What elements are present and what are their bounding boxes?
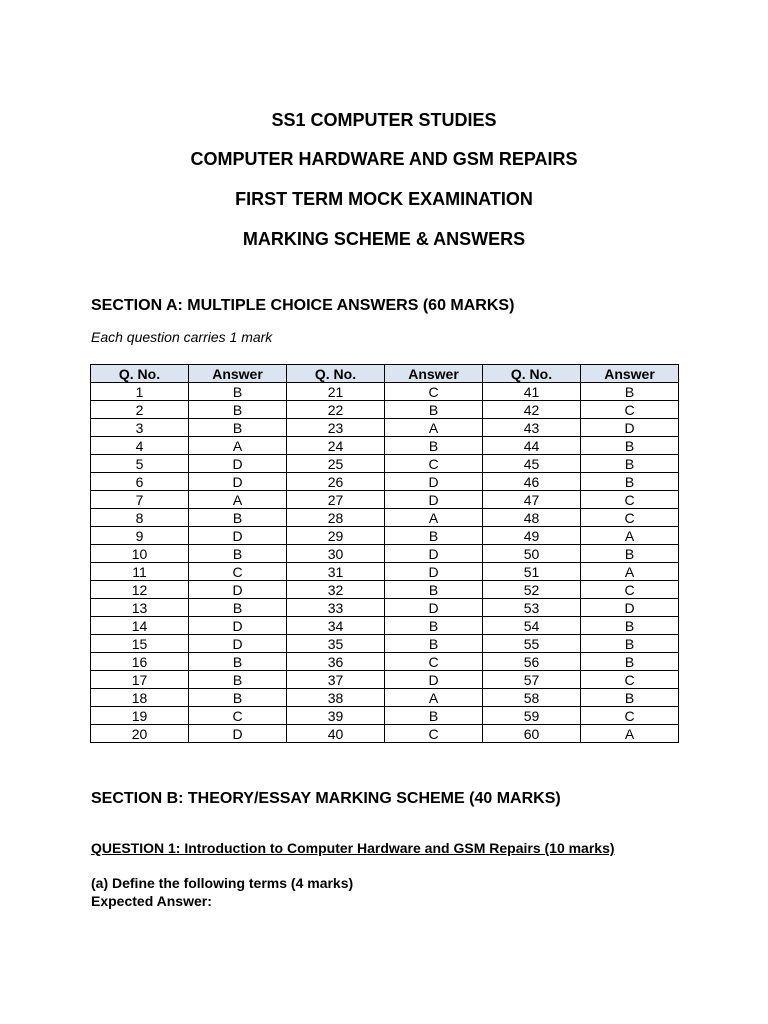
table-row [91, 545, 679, 563]
question-number-cell: 37 [287, 671, 385, 689]
question-number-cell: 57 [483, 671, 581, 689]
table-row [91, 383, 679, 401]
document-title-subject: SS1 COMPUTER STUDIES [271, 110, 497, 130]
question-number-cell: 21 [287, 383, 385, 401]
table-row [91, 455, 679, 473]
answer-cell: A [189, 437, 287, 455]
question-number-cell: 22 [287, 401, 385, 419]
answer-cell: C [581, 671, 679, 689]
answer-cell: B [581, 383, 679, 401]
question-number-cell: 44 [483, 437, 581, 455]
answer-cell: D [581, 419, 679, 437]
question-number-cell: 36 [287, 653, 385, 671]
answer-cell: B [581, 653, 679, 671]
answer-cell: C [581, 707, 679, 725]
answer-cell: B [189, 671, 287, 689]
answer-cell: D [189, 725, 287, 743]
answer-cell: B [385, 707, 483, 725]
table-row [91, 581, 679, 599]
question-number-cell: 3 [91, 419, 189, 437]
table-row [91, 635, 679, 653]
section-a-heading: SECTION A: MULTIPLE CHOICE ANSWERS (60 MARKS) [91, 297, 515, 314]
answer-cell: A [189, 491, 287, 509]
question-number-cell: 6 [91, 473, 189, 491]
answer-cell: D [189, 635, 287, 653]
question-number-cell: 8 [91, 509, 189, 527]
question-number-cell: 52 [483, 581, 581, 599]
question-number-cell: 50 [483, 545, 581, 563]
question-number-cell: 58 [483, 689, 581, 707]
answer-cell: D [385, 599, 483, 617]
answer-cell: B [189, 689, 287, 707]
question-number-cell: 28 [287, 509, 385, 527]
table-row [91, 509, 679, 527]
question-1-heading: QUESTION 1: Introduction to Computer Hardware and GSM Repairs (10 marks) [91, 840, 615, 856]
answer-cell: B [189, 383, 287, 401]
question-number-cell: 47 [483, 491, 581, 509]
answer-cell: A [385, 509, 483, 527]
answer-cell: B [189, 545, 287, 563]
question-number-cell: 42 [483, 401, 581, 419]
question-number-cell: 33 [287, 599, 385, 617]
answer-cell: D [189, 527, 287, 545]
question-number-cell: 53 [483, 599, 581, 617]
answer-cell: B [385, 581, 483, 599]
question-number-cell: 5 [91, 455, 189, 473]
question-number-cell: 46 [483, 473, 581, 491]
table-row [91, 707, 679, 725]
answer-cell: D [385, 491, 483, 509]
question-number-cell: 59 [483, 707, 581, 725]
answer-cell: B [385, 617, 483, 635]
answer-cell: B [189, 419, 287, 437]
answer-cell: B [385, 635, 483, 653]
answer-cell: D [189, 581, 287, 599]
section-a-note: Each question carries 1 mark [91, 329, 273, 345]
answer-cell: D [189, 617, 287, 635]
answer-cell: B [581, 617, 679, 635]
question-number-cell: 41 [483, 383, 581, 401]
answer-cell: A [385, 689, 483, 707]
answer-cell: B [581, 455, 679, 473]
question-number-cell: 20 [91, 725, 189, 743]
answer-key-table [90, 364, 679, 743]
answer-cell: C [581, 581, 679, 599]
question-number-cell: 34 [287, 617, 385, 635]
answer-cell: D [189, 473, 287, 491]
table-row [91, 437, 679, 455]
question-number-cell: 31 [287, 563, 385, 581]
question-1a-prompt: (a) Define the following terms (4 marks) [91, 875, 354, 891]
answer-cell: C [581, 491, 679, 509]
question-number-cell: 18 [91, 689, 189, 707]
answer-cell: C [581, 509, 679, 527]
answer-cell: A [385, 419, 483, 437]
answer-cell: C [385, 725, 483, 743]
question-number-cell: 16 [91, 653, 189, 671]
table-row [91, 563, 679, 581]
question-number-cell: 54 [483, 617, 581, 635]
question-number-cell: 43 [483, 419, 581, 437]
document-title-course: COMPUTER HARDWARE AND GSM REPAIRS [190, 149, 578, 169]
table-row [91, 527, 679, 545]
answer-cell: B [581, 437, 679, 455]
column-header-qno: Q. No. [91, 365, 189, 383]
answer-cell: B [385, 527, 483, 545]
answer-cell: C [581, 401, 679, 419]
table-row [91, 491, 679, 509]
question-number-cell: 7 [91, 491, 189, 509]
column-header-answer: Answer [189, 365, 287, 383]
table-header-row [91, 365, 679, 383]
question-number-cell: 49 [483, 527, 581, 545]
answer-cell: D [385, 563, 483, 581]
answer-cell: B [581, 473, 679, 491]
answer-cell: D [581, 599, 679, 617]
question-number-cell: 29 [287, 527, 385, 545]
question-number-cell: 35 [287, 635, 385, 653]
question-number-cell: 19 [91, 707, 189, 725]
answer-cell: B [189, 653, 287, 671]
question-number-cell: 17 [91, 671, 189, 689]
answer-table-body [91, 383, 679, 743]
answer-cell: D [189, 455, 287, 473]
table-row [91, 653, 679, 671]
table-row [91, 401, 679, 419]
question-number-cell: 12 [91, 581, 189, 599]
answer-cell: C [385, 383, 483, 401]
answer-cell: A [581, 725, 679, 743]
question-number-cell: 30 [287, 545, 385, 563]
question-number-cell: 9 [91, 527, 189, 545]
question-number-cell: 24 [287, 437, 385, 455]
answer-cell: B [189, 599, 287, 617]
answer-cell: D [385, 545, 483, 563]
question-number-cell: 39 [287, 707, 385, 725]
question-number-cell: 10 [91, 545, 189, 563]
answer-cell: C [385, 455, 483, 473]
question-number-cell: 45 [483, 455, 581, 473]
table-row [91, 671, 679, 689]
question-number-cell: 60 [483, 725, 581, 743]
question-number-cell: 48 [483, 509, 581, 527]
expected-answer-label: Expected Answer: [91, 893, 212, 909]
table-row [91, 419, 679, 437]
answer-cell: A [581, 527, 679, 545]
answer-cell: B [581, 689, 679, 707]
answer-cell: B [189, 401, 287, 419]
document-title-scheme: MARKING SCHEME & ANSWERS [242, 229, 526, 249]
answer-cell: A [581, 563, 679, 581]
table-row [91, 599, 679, 617]
question-number-cell: 38 [287, 689, 385, 707]
column-header-qno: Q. No. [483, 365, 581, 383]
section-b-heading: SECTION B: THEORY/ESSAY MARKING SCHEME (40 MARKS) [91, 790, 561, 807]
answer-cell: C [189, 563, 287, 581]
question-number-cell: 2 [91, 401, 189, 419]
question-number-cell: 1 [91, 383, 189, 401]
answer-cell: D [385, 473, 483, 491]
question-number-cell: 4 [91, 437, 189, 455]
document-title-exam: FIRST TERM MOCK EXAMINATION [235, 189, 533, 209]
question-number-cell: 14 [91, 617, 189, 635]
table-row [91, 689, 679, 707]
question-number-cell: 27 [287, 491, 385, 509]
question-number-cell: 26 [287, 473, 385, 491]
answer-cell: B [581, 545, 679, 563]
column-header-answer: Answer [581, 365, 679, 383]
answer-cell: D [385, 671, 483, 689]
answer-cell: B [189, 509, 287, 527]
table-row [91, 725, 679, 743]
question-number-cell: 23 [287, 419, 385, 437]
question-number-cell: 56 [483, 653, 581, 671]
column-header-answer: Answer [385, 365, 483, 383]
question-number-cell: 32 [287, 581, 385, 599]
question-number-cell: 11 [91, 563, 189, 581]
answer-cell: C [385, 653, 483, 671]
answer-cell: C [189, 707, 287, 725]
answer-cell: B [581, 635, 679, 653]
table-row [91, 617, 679, 635]
question-number-cell: 55 [483, 635, 581, 653]
question-number-cell: 25 [287, 455, 385, 473]
answer-cell: B [385, 437, 483, 455]
question-number-cell: 15 [91, 635, 189, 653]
column-header-qno: Q. No. [287, 365, 385, 383]
question-number-cell: 13 [91, 599, 189, 617]
question-number-cell: 51 [483, 563, 581, 581]
answer-cell: B [385, 401, 483, 419]
question-number-cell: 40 [287, 725, 385, 743]
table-row [91, 473, 679, 491]
